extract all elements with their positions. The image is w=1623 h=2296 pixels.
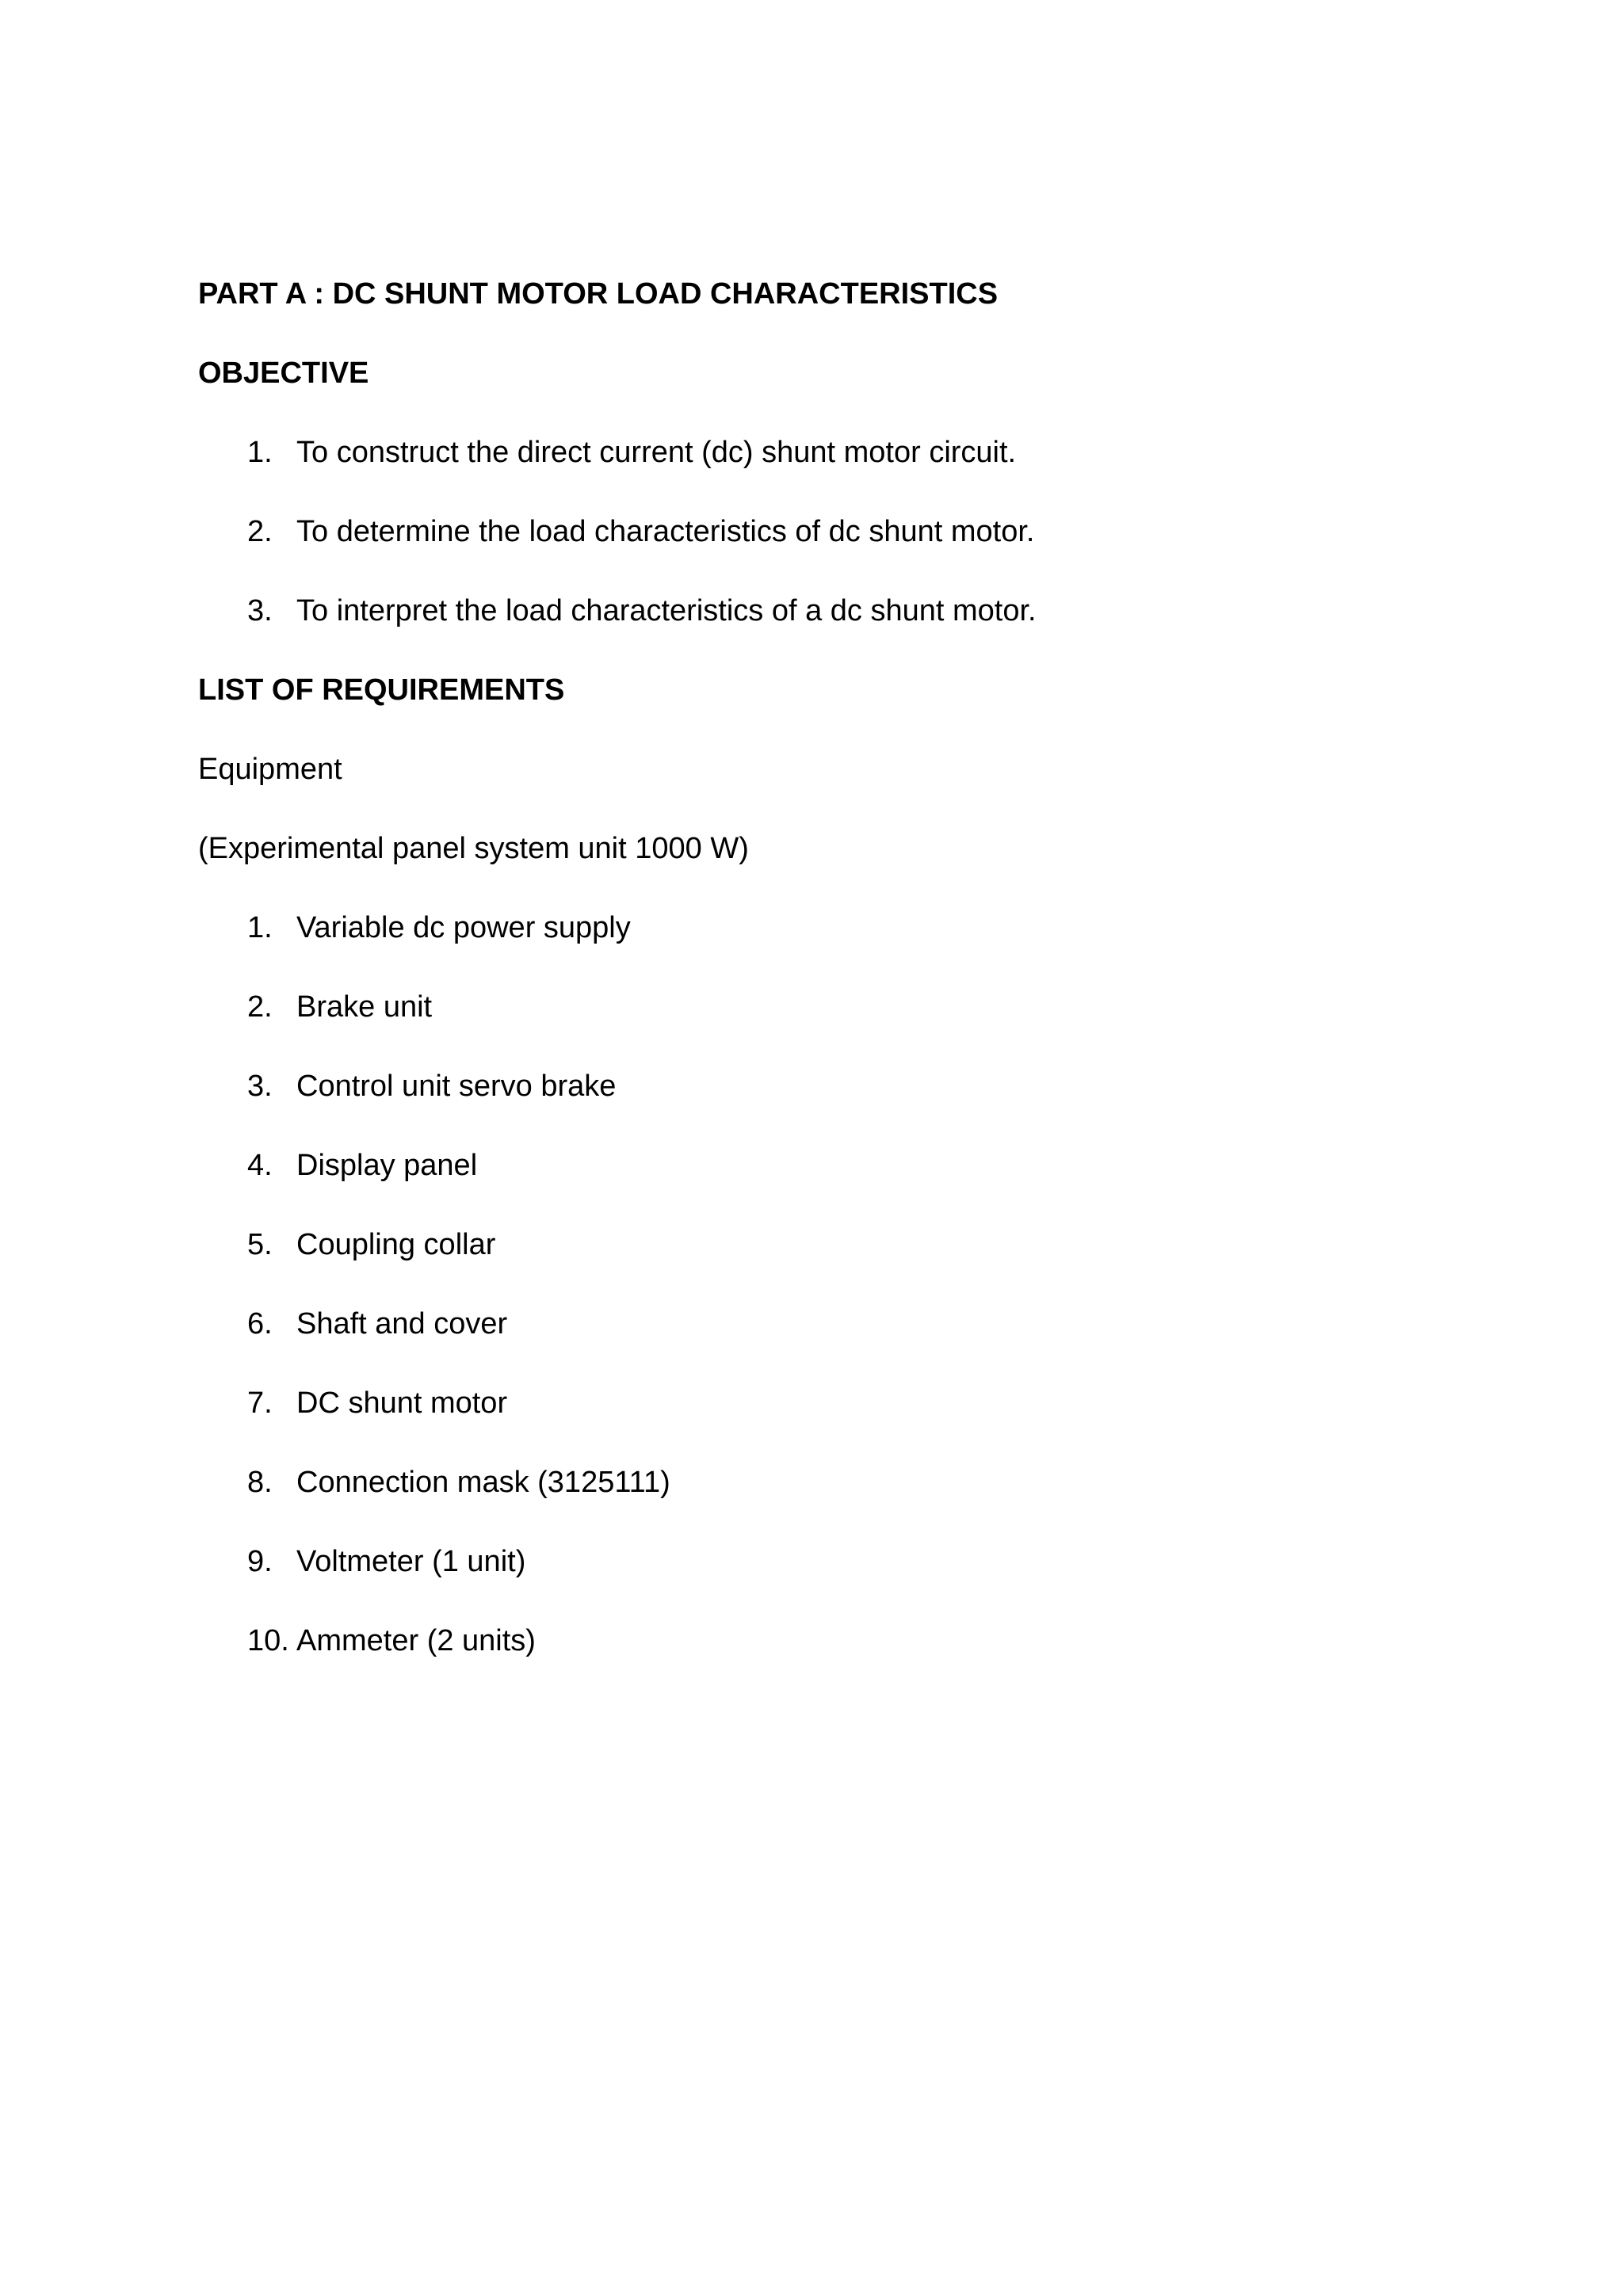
requirement-item: [247, 1226, 495, 1263]
list-number: 5.: [247, 1228, 273, 1261]
list-text: To interpret the load characteristics of a dc shunt motor.: [296, 594, 1037, 627]
objective-item: [247, 593, 1037, 629]
requirements-heading: LIST OF REQUIREMENTS: [198, 673, 565, 707]
list-number: 3.: [247, 594, 273, 627]
list-number: 4.: [247, 1149, 273, 1182]
list-text: To construct the direct current (dc) shunt motor circuit.: [296, 436, 1017, 469]
list-number: 2.: [247, 990, 273, 1024]
list-text: Control unit servo brake: [296, 1070, 617, 1103]
list-number: 7.: [247, 1386, 273, 1420]
list-text: Coupling collar: [296, 1228, 496, 1261]
list-number: 1.: [247, 436, 273, 469]
list-number: 9.: [247, 1545, 273, 1578]
requirement-item: [247, 1543, 525, 1580]
list-text: To determine the load characteristics of dc shunt motor.: [296, 515, 1035, 548]
requirement-item: [247, 1306, 507, 1342]
list-text: Shaft and cover: [296, 1307, 508, 1341]
list-number: 1.: [247, 911, 273, 944]
list-text: DC shunt motor: [296, 1386, 508, 1420]
list-number: 8.: [247, 1466, 273, 1499]
list-number: 6.: [247, 1307, 273, 1341]
list-text: Brake unit: [296, 990, 433, 1024]
requirement-item: [247, 1147, 477, 1184]
list-text: Voltmeter (1 unit): [296, 1545, 526, 1578]
requirement-item: [247, 1068, 616, 1104]
list-text: Display panel: [296, 1149, 478, 1182]
requirement-item: [247, 1623, 536, 1659]
equipment-note: (Experimental panel system unit 1000 W): [198, 832, 749, 865]
equipment-subheading: Equipment: [198, 753, 342, 786]
requirement-item: [247, 910, 631, 946]
list-number: 2.: [247, 515, 273, 548]
objective-heading: OBJECTIVE: [198, 357, 369, 390]
list-text: Connection mask (3125111): [296, 1466, 670, 1499]
objective-item: [247, 513, 1034, 550]
list-number: 10.: [247, 1624, 289, 1657]
list-text: Variable dc power supply: [296, 911, 631, 944]
page-title: PART A : DC SHUNT MOTOR LOAD CHARACTERISTICS: [198, 277, 999, 311]
list-number: 3.: [247, 1070, 273, 1103]
objective-item: [247, 434, 1016, 471]
list-text: Ammeter (2 units): [296, 1624, 536, 1657]
requirement-item: [247, 1464, 670, 1501]
requirement-item: [247, 989, 432, 1025]
requirement-item: [247, 1385, 507, 1421]
